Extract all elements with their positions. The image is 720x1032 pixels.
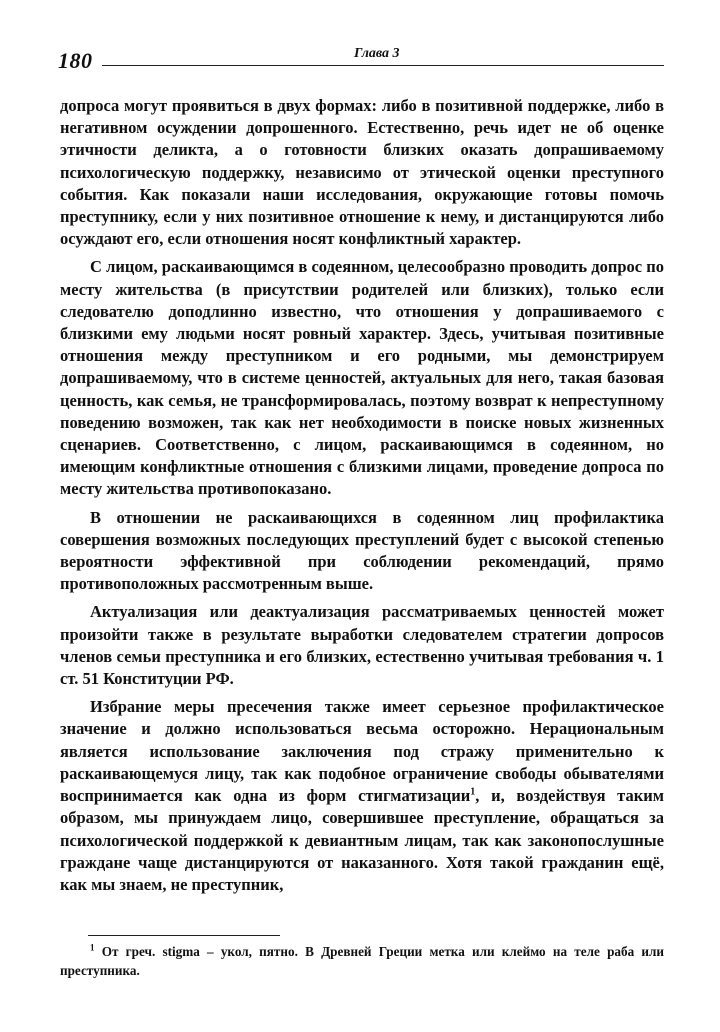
page-number: 180: [58, 48, 93, 73]
body-text: [60, 95, 664, 902]
running-header: [58, 44, 664, 74]
chapter-title: Глава 3: [354, 46, 400, 61]
header-rule: [102, 65, 664, 66]
paragraph-2: С лицом, раскаивающимся в содеянном, целесообразно проводить допрос по месту жительства (в присутствии родителей или близких), только если следователю доподлинно известно, что отношения у допрашиваемого с близкими ему людьми носят ровный характер. Здесь, учитывая позитивные отношения между преступником и его родными, мы демонстрируем допрашиваемому, что в системе ценностей, актуальных для него, такая базовая ценность, как семья, не трансформировалась, поэтому возврат к непреступному поведению возможен, так как нет необходимости в поиске новых жизненных сценариев. Соответственно, с лицом, раскаивающимся в содеянном, но имеющим конфликтные отношения с близкими лицами, проведение допроса по месту жительства противопоказано.: [60, 257, 664, 499]
footnote-text: От греч. stigma – укол, пятно. В Древней Греции метка или клеймо на теле раба или преступника.: [60, 944, 664, 978]
paragraph-1: допроса могут проявиться в двух формах: либо в позитивной поддержке, либо в негативном осуждении допрошенного. Естественно, речь идет не об оценке этичности деликта, а о готовности близких оказать допрашиваемому психологическую поддержку, независимо от этической оценки преступного события. Как показали наши исследования, окружающие готовы помочь преступнику, если у них позитивное отношение к нему, и дистанцируются либо осуждают его, если отношения носят конфликтный характер.: [60, 96, 664, 249]
paragraph-5: [60, 696, 664, 896]
paragraph-5-part-2: , и, воздействуя таким образом, мы принуждаем лицо, совершившее преступление, обращаться за психологической поддержкой к девиантным лицам, так как законопослушные граждане чаще дистанцируются от наказанного. Хотя такой гражданин ещё, как мы знаем, не преступник,: [60, 786, 664, 894]
paragraph-3: В отношении не раскаивающихся в содеянном лиц профилактика совершения возможных последующих преступлений будет с высокой степенью вероятности эффективной при соблюдении рекомендаций, прямо противоположных рассмотренным выше.: [60, 507, 664, 594]
footnote-reference[interactable]: 1: [470, 786, 476, 798]
footnote-mark: 1: [90, 942, 95, 953]
footnote-rule: [88, 935, 280, 936]
paragraph-5-part-1: Избрание меры пресечения также имеет серьезное профилактическое значение и должно использоваться весьма осторожно. Нерациональным является использование заключения под стражу применительно к раскаивающемуся лицу, так как подобное ограничение свободы обывателями воспринимается как одна из форм стигматизации: [60, 697, 664, 806]
paragraph-4: Актуализация или деактуализация рассматриваемых ценностей может произойти также в результате выработки следователем стратегии допросов членов семьи преступника и его близких, естественно учитывая требования ч. 1 ст. 51 Конституции РФ.: [60, 602, 664, 689]
footnote: [60, 942, 664, 980]
